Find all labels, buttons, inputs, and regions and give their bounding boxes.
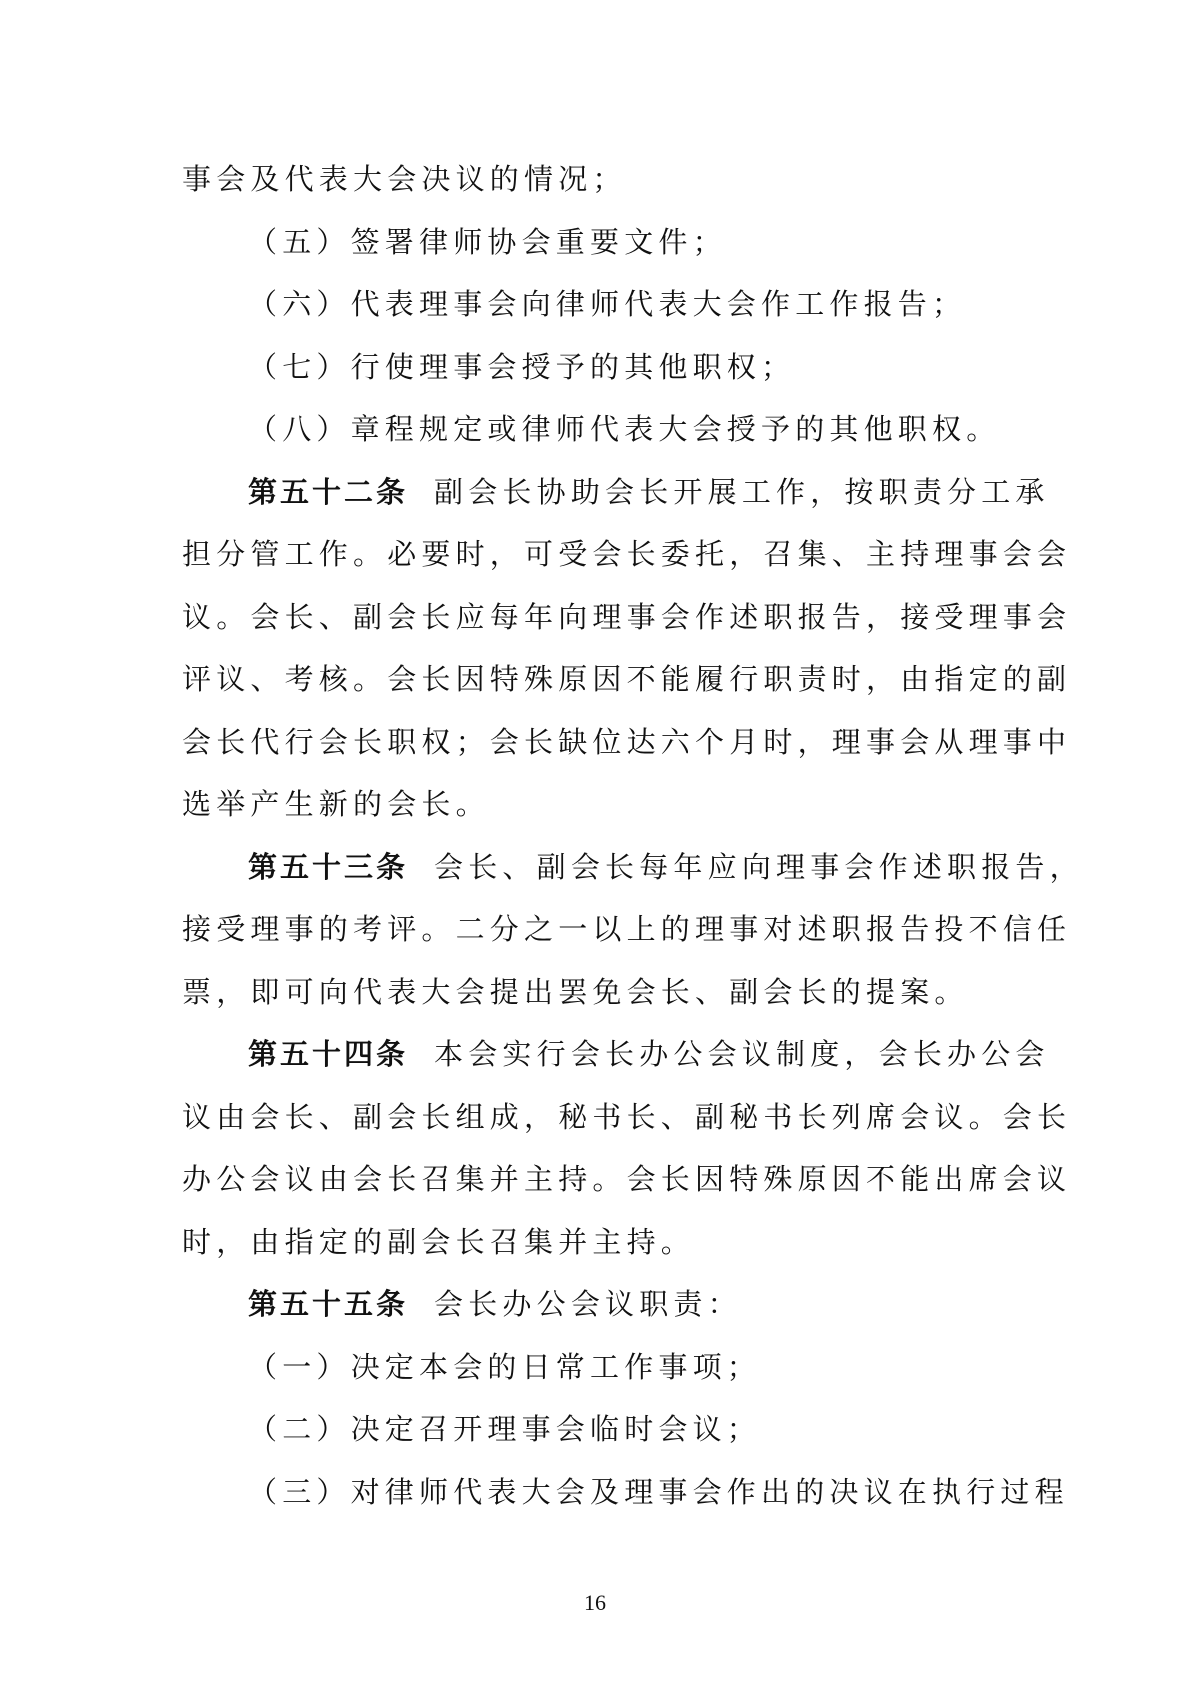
list-item-line bbox=[182, 336, 1022, 399]
article-line bbox=[182, 1273, 1022, 1336]
line-text: 本会实行会长办公会议制度，会长办公会 bbox=[434, 1037, 1050, 1071]
text-line bbox=[182, 648, 1072, 711]
line-text: （三）对律师代表大会及理事会作出的决议在执行过程 bbox=[248, 1474, 1069, 1509]
text-line bbox=[182, 773, 1022, 836]
line-text: 会长办公会议职责： bbox=[434, 1287, 742, 1321]
text-line bbox=[182, 961, 1022, 1024]
list-item-line bbox=[182, 211, 1022, 274]
article-heading: 第五十五条 bbox=[248, 1287, 409, 1321]
line-text: （六）代表理事会向律师代表大会作工作报告； bbox=[248, 287, 967, 321]
article-line bbox=[182, 461, 1050, 524]
line-text: （一）决定本会的日常工作事项； bbox=[248, 1349, 762, 1384]
text-line bbox=[182, 1211, 1022, 1274]
line-text: 办公会议由会长召集并主持。会长因特殊原因不能出席会议 bbox=[182, 1162, 1072, 1196]
line-text: 议。会长、副会长应每年向理事会作述职报告，接受理事会 bbox=[182, 599, 1072, 634]
text-line bbox=[182, 148, 1022, 211]
line-text: 会长代行会长职权；会长缺位达六个月时，理事会从理事中 bbox=[182, 724, 1072, 759]
article-heading: 第五十四条 bbox=[248, 1037, 409, 1071]
list-item-line bbox=[182, 1398, 1022, 1461]
list-item-line bbox=[182, 273, 1022, 336]
text-line bbox=[182, 586, 1072, 649]
text-line bbox=[182, 711, 1072, 774]
document-body bbox=[182, 148, 1084, 1523]
text-line bbox=[182, 1148, 1072, 1211]
line-text: （七）行使理事会授予的其他职权； bbox=[248, 349, 796, 384]
line-text: 选举产生新的会长。 bbox=[182, 787, 490, 821]
article-line bbox=[182, 1023, 1050, 1086]
list-item-line bbox=[182, 1336, 1022, 1399]
line-text: 评议、考核。会长因特殊原因不能履行职责时，由指定的副 bbox=[182, 662, 1072, 696]
text-line bbox=[182, 1086, 1072, 1149]
line-text: （八）章程规定或律师代表大会授予的其他职权。 bbox=[248, 412, 1001, 446]
article-heading: 第五十三条 bbox=[248, 849, 409, 884]
line-text: （二）决定召开理事会临时会议； bbox=[248, 1412, 762, 1446]
text-line bbox=[182, 898, 1072, 961]
page-number: 16 bbox=[584, 1590, 606, 1615]
line-text: 事会及代表大会决议的情况； bbox=[182, 162, 627, 196]
line-text: 票，即可向代表大会提出罢免会长、副会长的提案。 bbox=[182, 974, 969, 1009]
line-text: 副会长协助会长开展工作，按职责分工承 bbox=[434, 474, 1050, 509]
article-line bbox=[182, 836, 1084, 899]
line-text: 担分管工作。必要时，可受会长委托，召集、主持理事会会 bbox=[182, 537, 1072, 571]
list-item-line bbox=[182, 1461, 1069, 1524]
line-text: 会长、副会长每年应向理事会作述职报告， bbox=[434, 849, 1084, 884]
line-text: 议由会长、副会长组成，秘书长、副秘书长列席会议。会长 bbox=[182, 1099, 1072, 1134]
list-item-line bbox=[182, 398, 1022, 461]
article-heading: 第五十二条 bbox=[248, 474, 409, 509]
line-text: 时，由指定的副会长召集并主持。 bbox=[182, 1224, 696, 1259]
line-text: （五）签署律师协会重要文件； bbox=[248, 224, 727, 259]
line-text: 接受理事的考评。二分之一以上的理事对述职报告投不信任 bbox=[182, 912, 1072, 946]
text-line bbox=[182, 523, 1072, 586]
